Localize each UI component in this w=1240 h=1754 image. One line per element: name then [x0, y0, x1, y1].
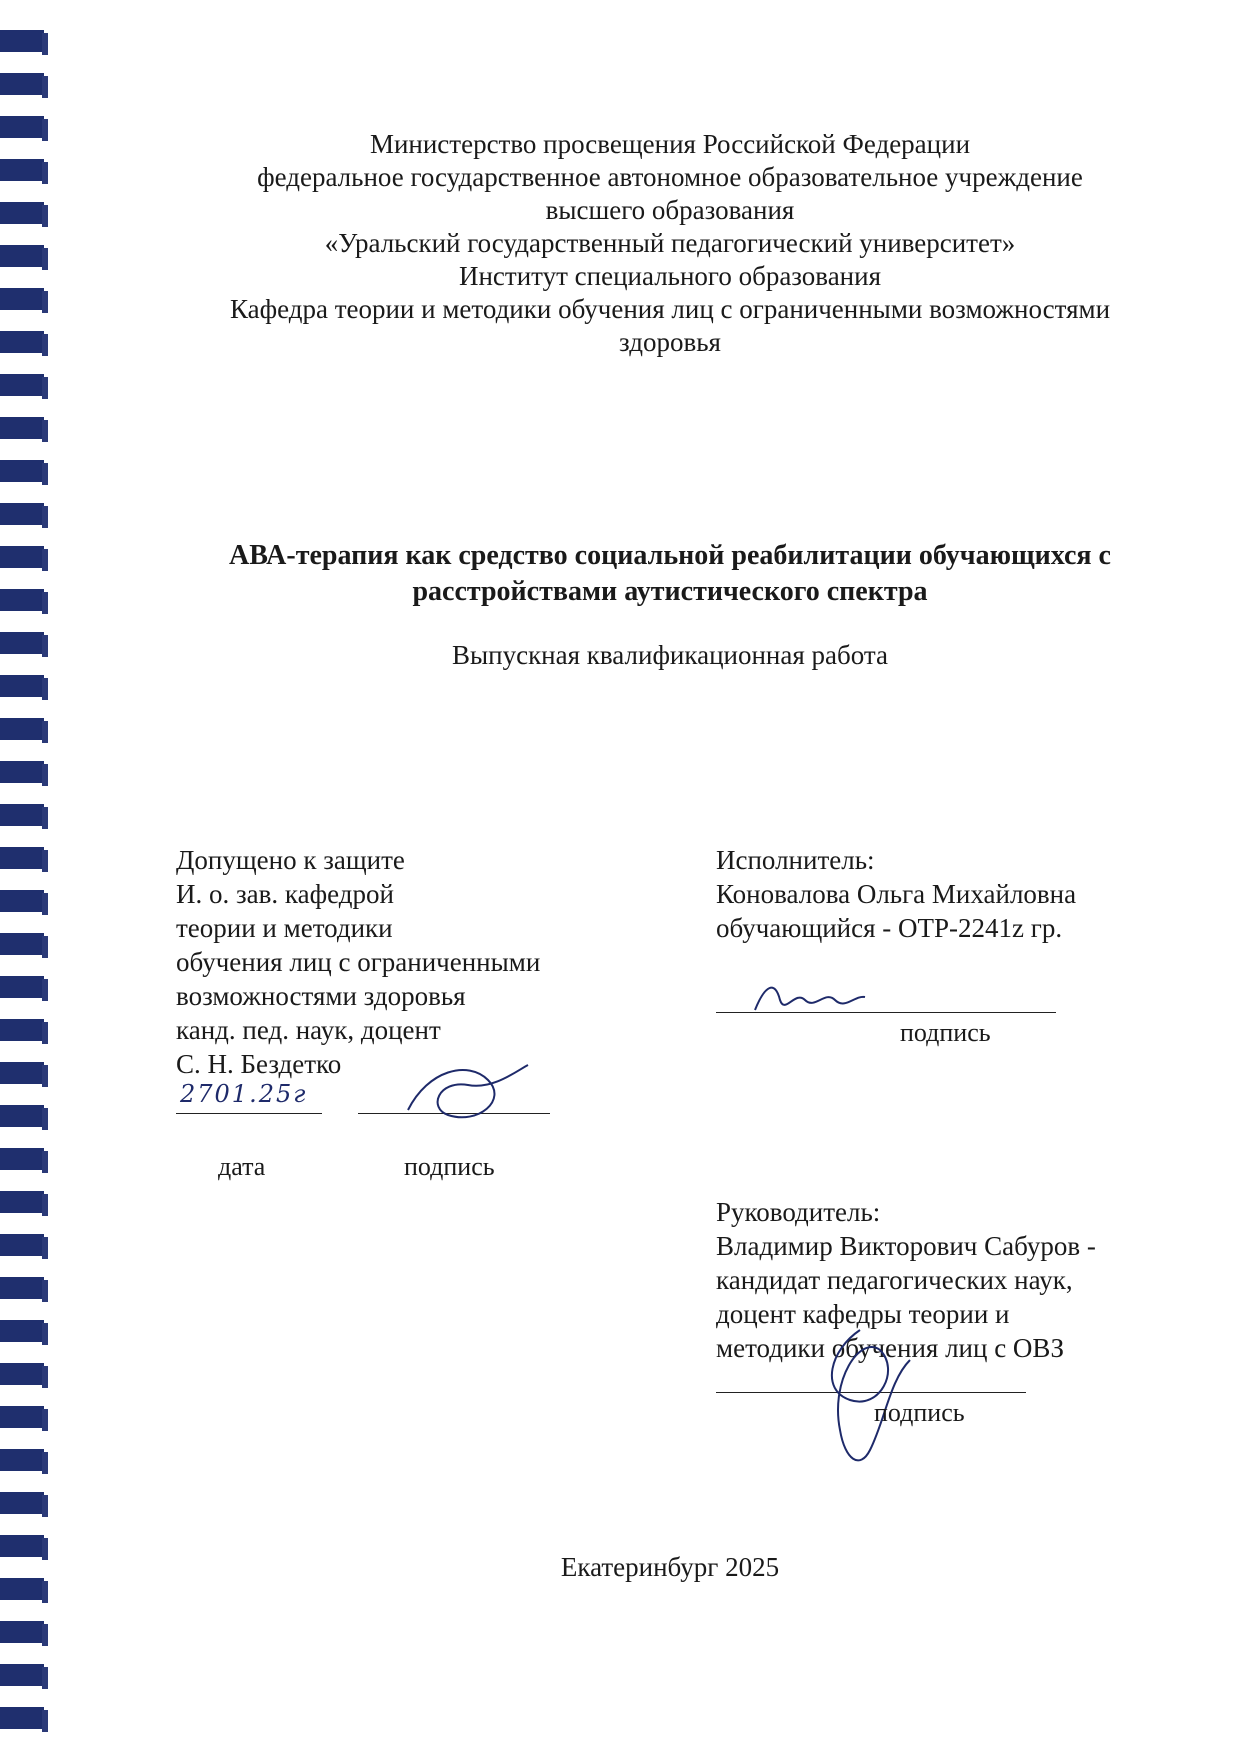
admission-line: обучения лиц с ограниченными	[176, 947, 541, 977]
binding-tab	[0, 675, 44, 697]
title-line: АВА-терапия как средство социальной реабилитации обучающихся с	[229, 540, 1111, 571]
binding-tab	[0, 73, 44, 95]
executor-line: Исполнитель:	[716, 845, 875, 875]
binding-strip	[0, 0, 48, 1754]
title-line: расстройствами аутистического спектра	[412, 576, 928, 607]
binding-tab	[0, 976, 44, 998]
binding-tab	[0, 1019, 44, 1041]
binding-tab	[0, 1105, 44, 1127]
executor-line: Коновалова Ольга Михайловна	[716, 879, 1077, 909]
binding-tab	[0, 847, 44, 869]
binding-tab	[0, 1492, 44, 1514]
binding-tab	[0, 890, 44, 912]
header-line: Министерство просвещения Российской Федерации	[369, 129, 971, 159]
supervisor-line: доцент кафедры теории и	[716, 1299, 1010, 1329]
supervisor-line: Руководитель:	[716, 1197, 881, 1227]
binding-tab	[0, 589, 44, 611]
binding-tab	[0, 1707, 44, 1729]
binding-tab	[0, 804, 44, 826]
executor-line: обучающийся - ОТР-2241z гр.	[716, 913, 1063, 943]
supervisor-line: методики обучения лиц с ОВЗ	[716, 1333, 1064, 1363]
binding-tab	[0, 933, 44, 955]
binding-tab	[0, 1234, 44, 1256]
binding-tab	[0, 116, 44, 138]
binding-tab	[0, 1062, 44, 1084]
binding-tab	[0, 202, 44, 224]
admission-line: канд. пед. наук, доцент	[176, 1015, 441, 1045]
supervisor-line: Владимир Викторович Сабуров -	[716, 1231, 1096, 1261]
admission-signature-caption: подпись	[404, 1152, 495, 1181]
admission-line: Допущено к защите	[176, 845, 405, 875]
header-line: здоровья	[619, 327, 721, 357]
binding-tab	[0, 632, 44, 654]
executor-signature-mark	[750, 975, 870, 1020]
work-type: Выпускная квалификационная работа	[451, 640, 889, 670]
binding-tab	[0, 1191, 44, 1213]
handwritten-date: 2701.25г	[180, 1080, 308, 1108]
binding-tab	[0, 159, 44, 181]
header-line: высшего образования	[545, 195, 795, 225]
binding-tab	[0, 1535, 44, 1557]
binding-tab	[0, 546, 44, 568]
header-line: «Уральский государственный педагогический университет»	[324, 228, 1016, 258]
binding-tab	[0, 30, 44, 52]
binding-tab	[0, 1148, 44, 1170]
date-caption: дата	[218, 1152, 266, 1181]
binding-tab	[0, 288, 44, 310]
header-line: Институт специального образования	[458, 261, 882, 291]
admission-line: теории и методики	[176, 913, 393, 943]
binding-tab	[0, 245, 44, 267]
binding-tab	[0, 1449, 44, 1471]
binding-tab	[0, 718, 44, 740]
date-line	[176, 1113, 322, 1114]
admission-line: возможностями здоровья	[176, 981, 466, 1011]
binding-tab	[0, 417, 44, 439]
binding-tab	[0, 1277, 44, 1299]
admission-block	[176, 843, 540, 1081]
executor-block	[716, 843, 1076, 945]
binding-tab	[0, 1664, 44, 1686]
binding-tab	[0, 1320, 44, 1342]
binding-tab	[0, 1621, 44, 1643]
header-line: Кафедра теории и методики обучения лиц с ограниченными возможностями	[229, 294, 1111, 324]
admission-line: С. Н. Бездетко	[176, 1049, 342, 1079]
binding-tab	[0, 503, 44, 525]
admission-signature-mark	[398, 1050, 538, 1130]
binding-tab	[0, 1578, 44, 1600]
binding-tab	[0, 460, 44, 482]
binding-tab	[0, 761, 44, 783]
binding-tab	[0, 1406, 44, 1428]
binding-tab	[0, 1363, 44, 1385]
supervisor-signature-caption: подпись	[874, 1398, 965, 1427]
admission-line: И. о. зав. кафедрой	[176, 879, 394, 909]
thesis-title	[100, 538, 1240, 610]
supervisor-line: кандидат педагогических наук,	[716, 1265, 1073, 1295]
header-line: федеральное государственное автономное образовательное учреждение	[257, 162, 1083, 192]
institution-header	[100, 128, 1240, 359]
executor-signature-caption: подпись	[900, 1018, 991, 1047]
binding-tab	[0, 331, 44, 353]
city-year: Екатеринбург 2025	[560, 1552, 780, 1582]
binding-tab	[0, 374, 44, 396]
